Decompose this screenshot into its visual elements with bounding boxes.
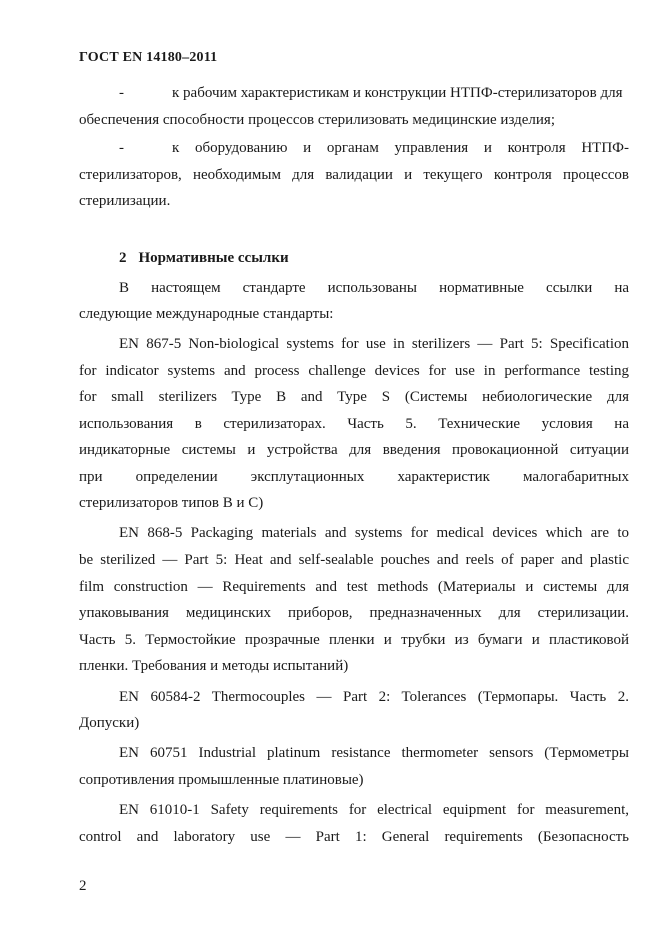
bullet-text-line: к оборудованию и органам управления и контроля НТПФ-	[172, 140, 629, 156]
bullet-item-2	[119, 139, 629, 157]
reference-line: при определении эксплутационных характеристик малогабаритных	[79, 469, 629, 485]
bullet-text-line: стерилизаторов, необходимым для валидации и текущего контроля процессов	[79, 167, 629, 183]
reference-line: EN 868-5 Packaging materials and systems for medical devices which are to	[119, 525, 629, 541]
reference-line: упаковывания медицинских приборов, предназначенных для стерилизации.	[79, 605, 629, 621]
reference-line: EN 867-5 Non-biological systems for use in sterilizers — Part 5: Specification	[119, 336, 629, 352]
reference-line: film construction — Requirements and test methods (Материалы и системы для	[79, 579, 629, 595]
reference-line: использования в стерилизаторах. Часть 5. Технические условия на	[79, 416, 629, 432]
bullet-text-line: к рабочим характеристикам и конструкции НТПФ-стерилизаторов для	[172, 85, 623, 101]
reference-line: EN 61010-1 Safety requirements for electrical equipment for measurement,	[119, 802, 629, 818]
reference-line: индикаторные системы и устройства для введения провокационной ситуации	[79, 442, 629, 458]
bullet-dash: -	[119, 140, 124, 156]
page-number: 2	[79, 878, 87, 894]
reference-line: EN 60751 Industrial platinum resistance thermometer sensors (Термометры	[119, 745, 629, 761]
reference-line: control and laboratory use — Part 1: General requirements (Безопасность	[79, 829, 629, 845]
reference-line: стерилизаторов типов В и С)	[79, 495, 264, 511]
bullet-text-line: стерилизации.	[79, 193, 171, 209]
bullet-text-line: обеспечения способности процессов стерилизовать медицинские изделия;	[79, 112, 555, 128]
reference-line: Допуски)	[79, 715, 140, 731]
document-header: ГОСТ EN 14180–2011	[79, 50, 218, 65]
reference-line: for small sterilizers Type B and Type S (Системы небиологические для	[79, 389, 629, 405]
bullet-dash: -	[119, 85, 124, 101]
reference-line: for indicator systems and process challenge devices for use in performance testing	[79, 363, 629, 379]
reference-line: EN 60584-2 Thermocouples — Part 2: Tolerances (Термопары. Часть 2.	[119, 689, 629, 705]
section-title: Нормативные ссылки	[138, 250, 289, 266]
intro-line: В настоящем стандарте использованы нормативные ссылки на	[119, 280, 629, 296]
reference-line: be sterilized — Part 5: Heat and self-sealable pouches and reels of paper and plastic	[79, 552, 629, 568]
bullet-item-1	[119, 84, 629, 102]
section-number: 2	[119, 250, 127, 266]
section-heading	[119, 250, 289, 267]
reference-line: сопротивления промышленные платиновые)	[79, 772, 364, 788]
intro-line: следующие международные стандарты:	[79, 306, 334, 322]
reference-line: пленки. Требования и методы испытаний)	[79, 658, 349, 674]
reference-line: Часть 5. Термостойкие прозрачные пленки и трубки из бумаги и пластиковой	[79, 632, 629, 648]
